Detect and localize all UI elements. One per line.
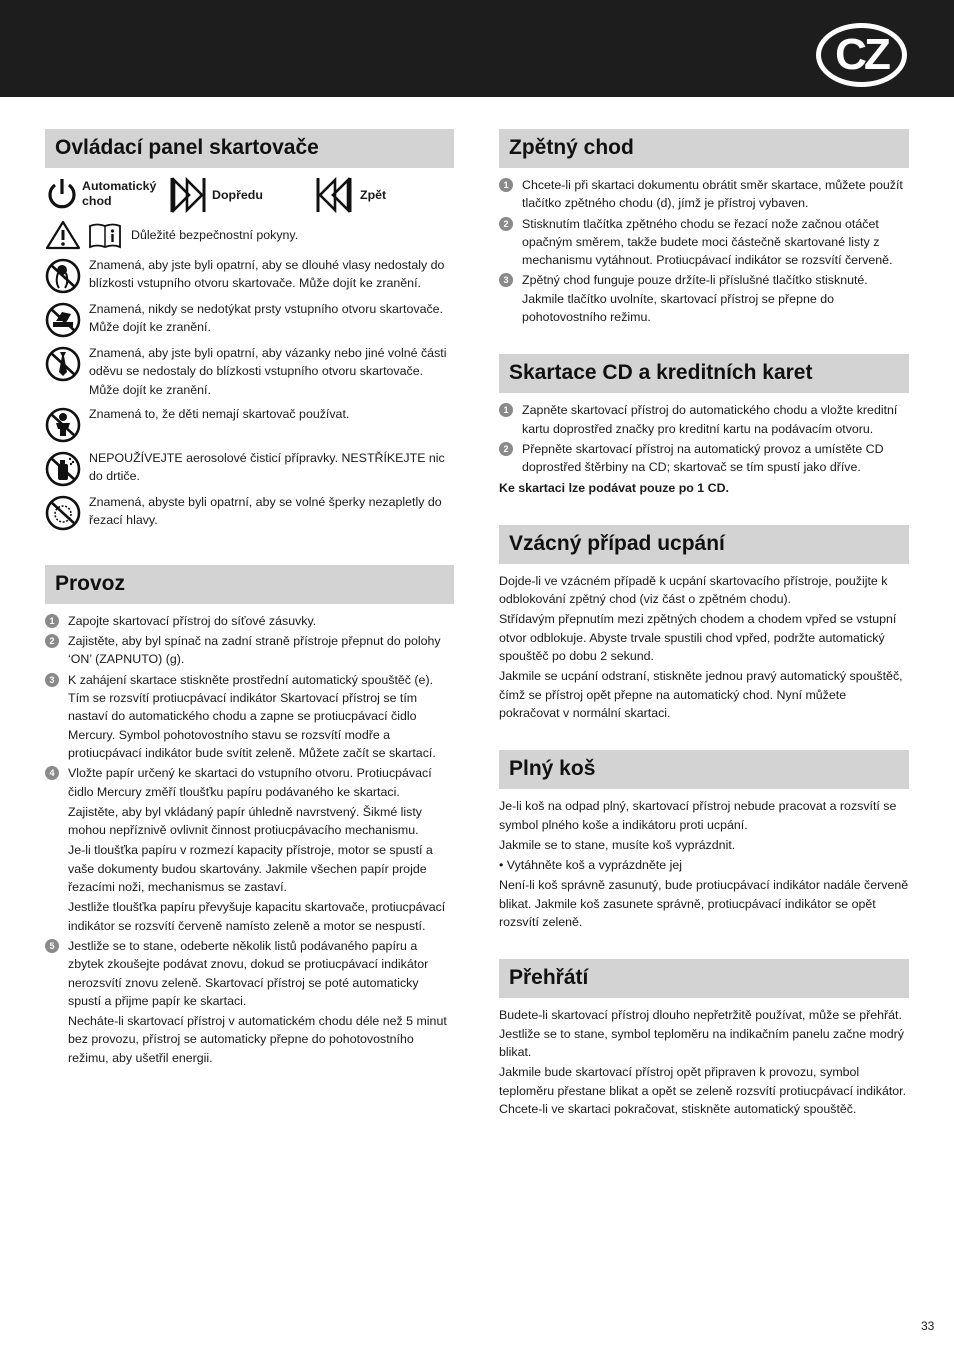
auto-mode-legend	[45, 176, 165, 212]
warning-text: Znamená, aby jste byli opatrní, aby vázanky nebo jiné volné části oděvu se nedostaly do blízkosti vstupního otvoru skartovače. Může dojít ke zranění.	[89, 346, 447, 397]
language-badge: CZ	[816, 23, 907, 87]
step-number: 2	[499, 217, 513, 231]
warning-item	[45, 256, 454, 294]
warning-item	[45, 493, 454, 531]
cd-note: Ke skartaci lze podávat pouze po 1 CD.	[499, 480, 729, 495]
operation-steps	[45, 612, 454, 1067]
step-note: Zajistěte, aby byl vkládaný papír úhledně navrstvený. Šikmé listy mohou nepříznivě ovlivnit činnost protiucpávacího mechanismu.	[68, 804, 422, 838]
step-number: 5	[45, 939, 59, 953]
paragraph: Jakmile bude skartovací přístroj opět připraven k provozu, symbol teploměru přestane blikat a opět se zeleně rozsvítí protiucpávací indikátor. Chcete-li ve skartaci pokračovat, stiskněte automatický spouštěč.	[499, 1065, 907, 1116]
forward-label: Dopředu	[212, 187, 263, 202]
control-panel-legend	[45, 176, 454, 216]
auto-mode-label: Automatický chod	[82, 179, 157, 208]
list-item	[499, 440, 909, 477]
forward-legend	[169, 176, 263, 214]
overheat-body	[499, 1006, 909, 1118]
list-item	[499, 271, 909, 326]
paragraph: Dojde-li ve vzácném případě k ucpání skartovacího přístroje, použijte k odblokování zpětný chod (viz část o zpětném chodu).	[499, 573, 888, 607]
safety-instructions-row	[45, 220, 454, 250]
step-number: 2	[45, 634, 59, 648]
full-bin-heading: Plný koš	[499, 750, 909, 789]
paragraph: Jakmile se to stane, musíte koš vyprázdnit.	[499, 837, 736, 852]
reverse-steps	[499, 176, 909, 326]
warning-item	[45, 405, 454, 443]
operation-heading: Provoz	[45, 565, 454, 604]
full-bin-body	[499, 797, 909, 931]
step-note: Jestliže tloušťka papíru převyšuje kapacitu skartovače, protiucpávací indikátor se rozsvítí červeně namísto zeleně a motor se nespustí.	[68, 900, 446, 933]
cd-steps	[499, 401, 909, 476]
step-text: Zapojte skartovací přístroj do síťové zásuvky.	[68, 613, 317, 628]
warning-item	[45, 344, 454, 399]
list-item	[499, 176, 909, 213]
step-number: 3	[45, 673, 59, 687]
reverse-icon	[315, 176, 353, 214]
paragraph: Jakmile se ucpání odstraní, stiskněte jednou pravý automatický spouštěč, čímž se přístroj opět přepne na automatický chod. Nyní můžete pokračovat v normální skartaci.	[499, 669, 903, 720]
step-text: Stisknutím tlačítka zpětného chodu se řezací nože začnou otáčet opačným směrem, takže budete moci částečně skartované listy z mechanismu vytáhnout. Protiucpávací indikátor se rozsvítí červeně.	[522, 216, 893, 268]
warning-text: Znamená, aby jste byli opatrní, aby se dlouhé vlasy nedostaly do blízkosti vstupního otvoru skartovače. Může dojít ke zranění.	[89, 258, 445, 291]
paragraph: Není-li koš správně zasunutý, bude protiucpávací indikátor nadále červeně blikat. Jakmile koš zasunete správně, protiucpávací indikátor se opět rozsvítí zeleně.	[499, 878, 909, 930]
step-number: 1	[499, 178, 513, 192]
step-number: 3	[499, 273, 513, 287]
list-item	[499, 401, 909, 438]
step-text: Chcete-li při skartaci dokumentu obrátit směr skartace, můžete použít tlačítko zpětného chodu (d), jímž je přístroj vybaven.	[522, 178, 903, 211]
no-fingers-icon	[45, 302, 81, 338]
step-number: 1	[499, 403, 513, 417]
no-aerosol-icon	[45, 451, 81, 487]
step-text: Jestliže se to stane, odeberte několik listů podávaného papíru a zbytek zkoušejte podávat znovu, dokud se protiucpávací indikátor nerozsvítí znovu zeleně. Skartovací přístroj se poté automaticky spustí a přijme papír ke skartaci.	[68, 938, 429, 1008]
step-text: K zahájení skartace stiskněte prostřední automatický spouštěč (e). Tím se rozsvítí protiucpávací indikátor Skartovací přístroj se tím nastaví do automatického chodu a zapne se protiucpávací čidlo Mercury. Symbol pohotovostního stavu se rozsvítí modře a protiucpávací indikátor bude svítit zeleně. Můžete začít se skartací.	[68, 672, 436, 760]
no-long-hair-icon	[45, 258, 81, 294]
step-number: 2	[499, 442, 513, 456]
paragraph: Střídavým přepnutím mezi zpětných chodem a chodem vpřed se vstupní otvor odblokuje. Abyste trvale spustili chod vpřed, podržte automatický spouštěč po dobu 2 sekund.	[499, 612, 897, 664]
jam-heading: Vzácný případ ucpání	[499, 525, 909, 564]
paragraph: Je-li koš na odpad plný, skartovací přístroj nebude pracovat a rozsvítí se symbol plného koše a indikátoru proti ucpání.	[499, 799, 897, 832]
step-note: Je-li tloušťka papíru v rozmezí kapacity přístroje, motor se spustí a vaše dokumenty budou skartovány. Jakmile všechen papír projde řezacími noži, mechanismus se zastaví.	[68, 843, 433, 895]
jam-body	[499, 572, 909, 722]
list-item	[45, 671, 454, 762]
step-note: Necháte-li skartovací přístroj v automatickém chodu déle než 5 minut bez provozu, přístroj se automaticky přepne do pohotovostního režimu, aby ušetřil energii.	[68, 1014, 447, 1065]
step-number: 1	[45, 614, 59, 628]
list-item	[45, 632, 454, 669]
overheat-heading: Přehřátí	[499, 959, 909, 998]
control-panel-heading: Ovládací panel skartovače	[45, 129, 454, 168]
right-column	[499, 129, 909, 1118]
warning-text: Znamená, nikdy se nedotýkat prsty vstupního otvoru skartovače. Může dojít ke zranění.	[89, 302, 444, 335]
step-text: Přepněte skartovací přístroj na automatický provoz a umístěte CD doprostřed štěrbiny na CD; skartovač se tím spustí jako dříve.	[522, 441, 884, 475]
cd-shredding-heading: Skartace CD a kreditních karet	[499, 354, 909, 393]
page-number: 33	[921, 1319, 935, 1333]
warning-text: Znamená, abyste byli opatrní, aby se volné šperky nezapletly do řezací hlavy.	[89, 494, 442, 528]
top-banner	[0, 0, 954, 97]
list-item	[499, 215, 909, 270]
list-item	[45, 612, 454, 630]
step-text: Zapněte skartovací přístroj do automatického chodu a vložte kreditní kartu doprostřed značky pro kreditní kartu na podávacím otvoru.	[522, 403, 898, 436]
step-text: Vložte papír určený ke skartaci do vstupního otvoru. Protiucpávací čidlo Mercury změří tloušťku papíru podávaného ke skartaci.	[68, 766, 432, 799]
step-text: Zpětný chod funguje pouze držíte-li příslušné tlačítko stisknuté. Jakmile tlačítko uvolníte, skartovací přístroj se přepne do pohotovostního režimu.	[522, 273, 868, 325]
list-item	[45, 764, 454, 935]
list-item	[45, 937, 454, 1067]
warning-triangle-icon	[45, 220, 81, 250]
no-children-icon	[45, 407, 81, 443]
no-tie-icon	[45, 346, 81, 382]
read-manual-icon	[87, 221, 123, 249]
reverse-label: Zpět	[360, 187, 387, 202]
safety-instructions-text: Důležité bezpečnostní pokyny.	[131, 227, 299, 242]
warning-item	[45, 300, 454, 338]
warning-text: NEPOUŽÍVEJTE aerosolové čisticí přípravky. NESTŘÍKEJTE nic do drtiče.	[89, 450, 445, 484]
power-icon	[45, 176, 79, 212]
left-column	[45, 129, 454, 1069]
step-text: Zajistěte, aby byl spínač na zadní straně přístroje přepnut do polohy ‘ON’ (ZAPNUTO) (g).	[68, 634, 441, 667]
forward-icon	[169, 176, 207, 214]
step-number: 4	[45, 766, 59, 780]
warning-item	[45, 449, 454, 487]
reverse-heading: Zpětný chod	[499, 129, 909, 168]
paragraph: Budete-li skartovací přístroj dlouho nepřetržitě používat, může se přehřát. Jestliže se to stane, symbol teploměru na indikačním panelu začne modrý blikat.	[499, 1008, 904, 1059]
no-jewelry-icon	[45, 495, 81, 531]
bullet-item: • Vytáhněte koš a vyprázdněte jej	[499, 858, 682, 873]
reverse-legend	[315, 176, 386, 214]
warning-text: Znamená to, že děti nemají skartovač používat.	[89, 406, 350, 421]
